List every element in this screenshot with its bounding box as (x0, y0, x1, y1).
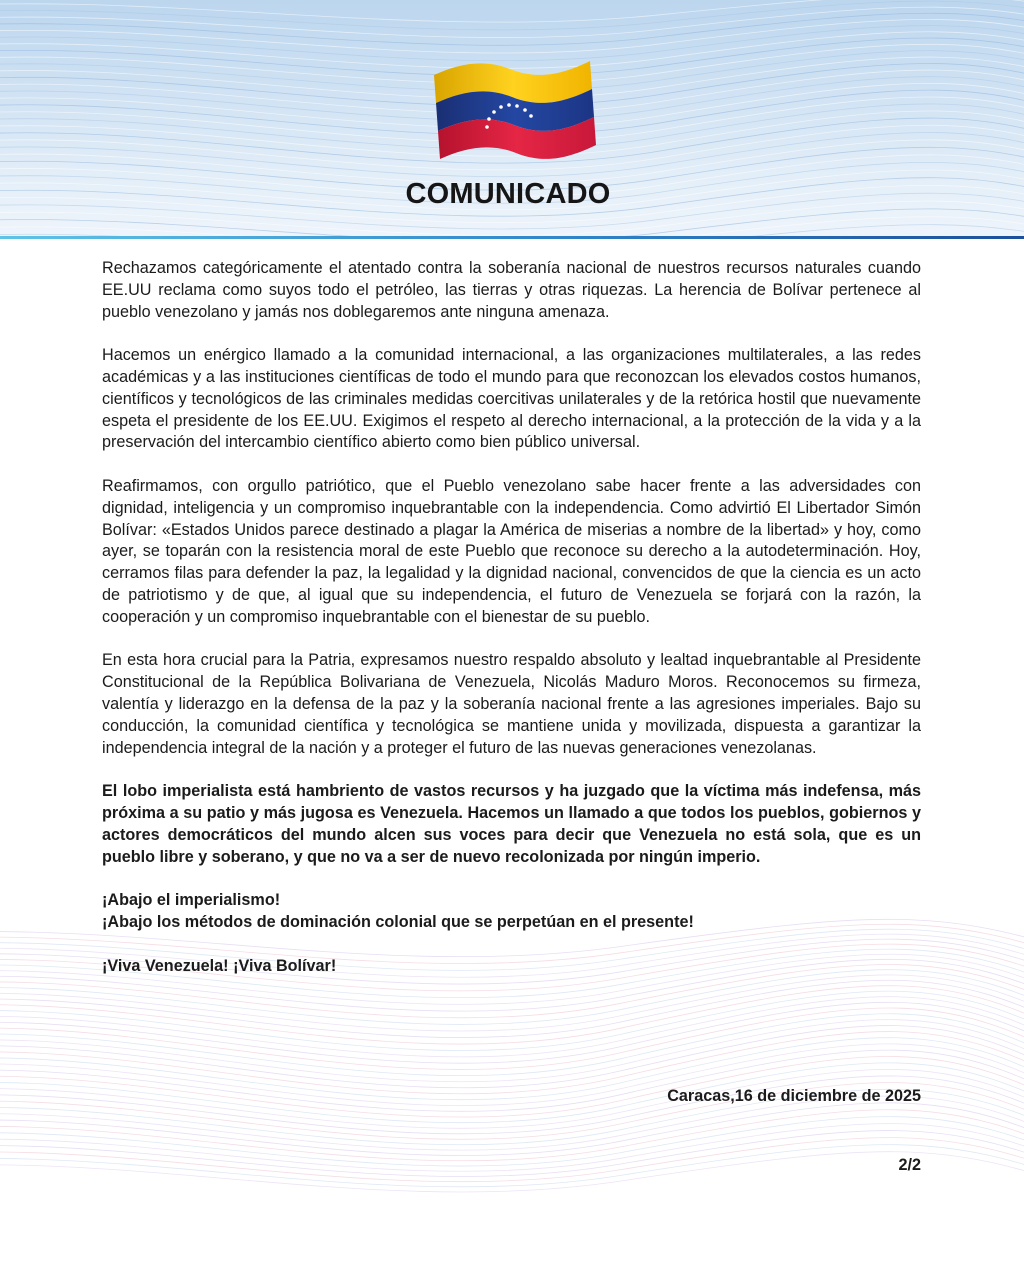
wave-line (0, 0, 1024, 22)
paragraph-sovereignty: Rechazamos categóricamente el atentado contra la soberanía nacional de nuestros recursos naturales cuando EE.UU reclama como suyos todo el petróleo, las tierras y otras riquezas. La herencia de Bolívar pertenece al pueblo venezolano y jamás nos doblegaremos ante ninguna amenaza. (102, 259, 921, 321)
closing-cheer: ¡Viva Venezuela! ¡Viva Bolívar! (102, 956, 337, 975)
paragraph-international-call: Hacemos un enérgico llamado a la comunidad internacional, a las organizaciones multilaterales, a las redes académicas y a las instituciones científicas de todo el mundo para que reconozcan los elevados costos humanos, científicos y tecnológicos de las criminales medidas coercitivas unilaterales y de la retórica hostil que nuevamente espeta el presidente de los EE.UU. Exigimos el respeto al derecho internacional, a la protección de la vida y a la preservación del intercambio científico abierto como bien público universal. (102, 346, 921, 452)
wave-line (0, 997, 1024, 1057)
place-date: Caracas,16 de diciembre de 2025 (667, 1087, 921, 1105)
wave-line (0, 209, 1024, 238)
wave-line (0, 1002, 1024, 1063)
wave-line (0, 1008, 1024, 1069)
page-title: COMUNICADO (405, 178, 611, 210)
header-accent-line (0, 236, 1024, 239)
slogan-line: ¡Abajo el imperialismo! (102, 891, 281, 910)
wave-line (0, 1131, 1024, 1177)
venezuela-flag-icon (430, 55, 600, 165)
wave-line (0, 217, 1024, 238)
paragraph-imperialist-wolf: El lobo imperialista está hambriento de vastos recursos y ha juzgado que la víctima más indefensa, más próxima a su patio y más jugosa es Venezuela. Hacemos un llamado a que todos los pueblos, gobiernos y actores democráticos del mundo alcen sus voces para decir que Venezuela no está sola, que es un pueblo libre y soberano, y que no va a ser de nuevo recolonizada por ningún imperio. (102, 782, 921, 866)
wave-line (0, 991, 1024, 1050)
paragraph-support-president: En esta hora crucial para la Patria, expresamos nuestro respaldo absoluto y lealtad inquebrantable al Presidente Constitucional de la República Bolivariana de Venezuela, Nicolás Maduro Moros. Reconocemos su firmeza, valentía y liderazgo en la defensa de la paz y la soberanía nacional frente a las agresiones imperiales. Bajo su conducción, la comunidad científica y tecnológica se mantiene unida y movilizada, dispuesta a garantizar la independencia integral de la nación y a proteger el futuro de las nuevas generaciones venezolanas. (102, 651, 921, 757)
wave-line (0, 1103, 1024, 1156)
slogans (102, 890, 921, 934)
slogan-line: ¡Abajo los métodos de dominación colonial que se perpetúan en el presente! (102, 912, 694, 931)
wave-line (0, 1032, 1024, 1094)
paragraph-bolivar-quote: Reafirmamos, con orgullo patriótico, que el Pueblo venezolano sabe hacer frente a las adversidades con dignidad, inteligencia y un compromiso inquebrantable con la independencia. Como advirtió El Libertador Simón Bolívar: «Estados Unidos parece destinado a plagar la América de miserias a nombre de la libertad» y hoy, como ayer, se toparán con la resistencia moral de este Pueblo que reconoce su derecho a la autodeterminación. Hoy, cerramos filas para defender la paz, la legalidad y la dignidad nacional, convencidos de que la ciencia es un acto de patriotismo y de que, al igual que su independencia, el futuro de Venezuela se forjará con la razón, la cooperación y un compromiso inquebrantable con el bienestar de su pueblo. (102, 476, 921, 626)
communique-body (102, 258, 921, 999)
header-banner (0, 0, 1024, 238)
page-number: 2/2 (898, 1156, 921, 1174)
